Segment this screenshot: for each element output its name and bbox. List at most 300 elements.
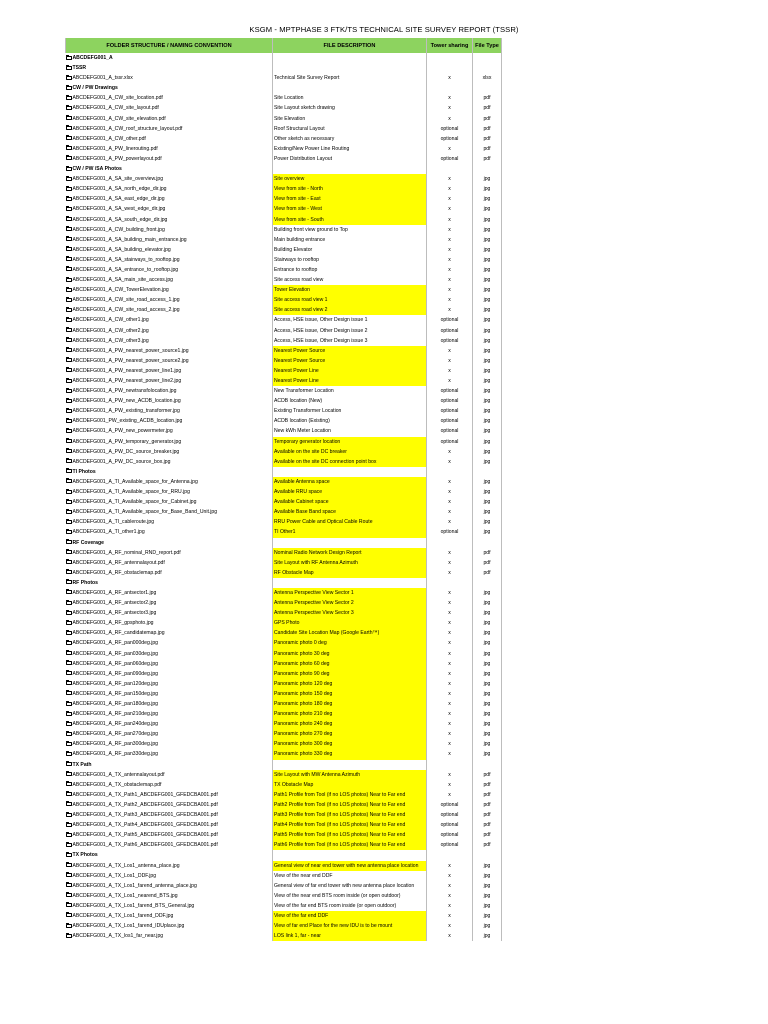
tower-sharing-cell: x bbox=[427, 921, 473, 931]
description-cell: Building front view ground to Top bbox=[273, 225, 427, 235]
tower-sharing-cell bbox=[427, 760, 473, 770]
tower-sharing-cell: optional bbox=[427, 315, 473, 325]
item-name: ABCDEFG001_A_PW_nearest_power_line1.jpg bbox=[72, 367, 182, 374]
tower-sharing-cell: x bbox=[427, 194, 473, 204]
item-name: ABCDEFG001_A_RF_pan000deg.jpg bbox=[72, 640, 159, 647]
folder-icon bbox=[66, 560, 72, 564]
item-name: ABCDEFG001_A_tssr.xlsx bbox=[72, 75, 133, 82]
tower-sharing-cell: x bbox=[427, 255, 473, 265]
file-row bbox=[66, 447, 502, 457]
item-name: ABCDEFG001_A_SA_north_edge_dir.jpg bbox=[72, 186, 167, 193]
file-type-cell: jpg bbox=[473, 406, 502, 416]
item-name: ABCDEFG001_A_RF_antsector3.jpg bbox=[72, 610, 157, 617]
item-name: TX Photos bbox=[72, 852, 98, 859]
file-type-cell: jpg bbox=[473, 235, 502, 245]
file-type-cell: pdf bbox=[473, 548, 502, 558]
name-cell bbox=[66, 356, 273, 366]
description-cell: Technical Site Survey Report bbox=[273, 73, 427, 83]
file-row bbox=[66, 780, 502, 790]
tower-sharing-cell: optional bbox=[427, 416, 473, 426]
file-type-cell: jpg bbox=[473, 749, 502, 759]
name-cell bbox=[66, 790, 273, 800]
description-cell: Nearest Power Line bbox=[273, 366, 427, 376]
file-type-cell: jpg bbox=[473, 618, 502, 628]
file-row bbox=[66, 507, 502, 517]
description-cell: Path3 Profile from Tool (if no LOS photos) Near to Far end bbox=[273, 810, 427, 820]
description-cell: Temporary generator location bbox=[273, 437, 427, 447]
folder-row bbox=[66, 53, 502, 63]
folder-icon bbox=[66, 237, 72, 241]
file-row bbox=[66, 931, 502, 941]
file-type-cell: jpg bbox=[473, 679, 502, 689]
file-row bbox=[66, 103, 502, 113]
name-cell bbox=[66, 326, 273, 336]
file-type-cell: pdf bbox=[473, 780, 502, 790]
tower-sharing-cell: x bbox=[427, 608, 473, 618]
folder-icon bbox=[66, 550, 72, 554]
folder-icon bbox=[66, 449, 72, 453]
name-cell bbox=[66, 285, 273, 295]
description-cell: View of the near end BTS room inside (or open outdoor) bbox=[273, 891, 427, 901]
name-cell bbox=[66, 578, 273, 588]
folder-icon bbox=[66, 641, 72, 645]
folder-icon bbox=[66, 903, 72, 907]
description-cell: Nominal Radio Network Design Report bbox=[273, 548, 427, 558]
item-name: ABCDEFG001_A_RF_antsector2.jpg bbox=[72, 600, 157, 607]
tower-sharing-cell: x bbox=[427, 497, 473, 507]
name-cell bbox=[66, 114, 273, 124]
item-name: ABCDEFG001_A_SA_building_main_entrance.jpg bbox=[72, 236, 187, 243]
name-cell bbox=[66, 780, 273, 790]
tower-sharing-cell: x bbox=[427, 790, 473, 800]
file-type-cell: pdf bbox=[473, 840, 502, 850]
folder-icon bbox=[66, 136, 72, 140]
folder-icon bbox=[66, 379, 72, 383]
tower-sharing-cell: optional bbox=[427, 406, 473, 416]
description-cell: LOS link 1, far - near bbox=[273, 931, 427, 941]
tower-sharing-cell: optional bbox=[427, 840, 473, 850]
name-cell bbox=[66, 800, 273, 810]
description-cell: ACDB location (Existing) bbox=[273, 416, 427, 426]
description-cell: Antenna Perspective View Sector 1 bbox=[273, 588, 427, 598]
file-row bbox=[66, 790, 502, 800]
description-cell: Available on the site DC connection point box bbox=[273, 457, 427, 467]
item-name: ABCDEFG001_A_CW_other.pdf bbox=[72, 135, 146, 142]
folder-icon bbox=[66, 843, 72, 847]
folder-icon bbox=[66, 76, 72, 80]
file-row bbox=[66, 204, 502, 214]
name-cell bbox=[66, 396, 273, 406]
item-name: ABCDEFG001_A_TI_Available_space_for_RRU.jpg bbox=[72, 489, 190, 496]
folder-icon bbox=[66, 924, 72, 928]
description-cell: Roof Structural Layout bbox=[273, 124, 427, 134]
tower-sharing-cell: x bbox=[427, 739, 473, 749]
name-cell bbox=[66, 548, 273, 558]
file-type-cell: jpg bbox=[473, 447, 502, 457]
name-cell bbox=[66, 598, 273, 608]
file-type-cell: jpg bbox=[473, 275, 502, 285]
description-cell: Path1 Profile from Tool (if no LOS photos) Near to Far end bbox=[273, 790, 427, 800]
file-row bbox=[66, 739, 502, 749]
item-name: ABCDEFG001_A_RF_pan240deg.jpg bbox=[72, 721, 159, 728]
file-row bbox=[66, 245, 502, 255]
file-type-cell: jpg bbox=[473, 426, 502, 436]
item-name: ABCDEFG001_A_TI_cableroute.jpg bbox=[72, 519, 155, 526]
description-cell: Site overview bbox=[273, 174, 427, 184]
file-row bbox=[66, 376, 502, 386]
tower-sharing-cell: x bbox=[427, 901, 473, 911]
header-file-type: File Type bbox=[473, 38, 502, 53]
description-cell: Path5 Profile from Tool (if no LOS photos) Near to Far end bbox=[273, 830, 427, 840]
description-cell: Site access road view 2 bbox=[273, 305, 427, 315]
file-row bbox=[66, 638, 502, 648]
file-row bbox=[66, 406, 502, 416]
tower-sharing-cell: x bbox=[427, 517, 473, 527]
file-type-cell: jpg bbox=[473, 326, 502, 336]
tower-sharing-cell: x bbox=[427, 356, 473, 366]
tower-sharing-cell: x bbox=[427, 245, 473, 255]
folder-icon bbox=[66, 621, 72, 625]
folder-icon bbox=[66, 510, 72, 514]
folder-icon bbox=[66, 661, 72, 665]
description-cell: Available Base Band space bbox=[273, 507, 427, 517]
file-type-cell: jpg bbox=[473, 689, 502, 699]
tower-sharing-cell: x bbox=[427, 487, 473, 497]
name-cell bbox=[66, 245, 273, 255]
folder-icon bbox=[66, 813, 72, 817]
file-type-cell: pdf bbox=[473, 790, 502, 800]
name-cell bbox=[66, 739, 273, 749]
tower-sharing-cell: optional bbox=[427, 810, 473, 820]
tower-sharing-cell bbox=[427, 467, 473, 477]
description-cell bbox=[273, 467, 427, 477]
description-cell: Panoramic photo 120 deg bbox=[273, 679, 427, 689]
description-cell: TX Obstacle Map bbox=[273, 780, 427, 790]
item-name: ABCDEFG001_A_PW_existing_transformer.jpg bbox=[72, 408, 180, 415]
file-row bbox=[66, 830, 502, 840]
description-cell: General view of far end tower with new antenna place location bbox=[273, 881, 427, 891]
folder-icon bbox=[66, 883, 72, 887]
item-name: ABCDEFG001_A_TX_obstaclemap.pdf bbox=[72, 781, 162, 788]
file-type-cell: pdf bbox=[473, 820, 502, 830]
tower-sharing-cell: x bbox=[427, 729, 473, 739]
file-type-cell: jpg bbox=[473, 356, 502, 366]
item-name: ABCDEFG001_A_TI_other1.jpg bbox=[72, 529, 145, 536]
item-name: ABCDEFG001_A_CW_other3.jpg bbox=[72, 337, 149, 344]
tower-sharing-cell bbox=[427, 578, 473, 588]
tower-sharing-cell: x bbox=[427, 770, 473, 780]
file-row bbox=[66, 881, 502, 891]
file-row bbox=[66, 588, 502, 598]
item-name: ABCDEFG001_A_TX_Path4_ABCDEFG001_GFEDCBA001.pdf bbox=[72, 822, 218, 829]
folder-icon bbox=[66, 782, 72, 786]
item-name: TI Photos bbox=[72, 468, 96, 475]
file-type-cell: jpg bbox=[473, 457, 502, 467]
description-cell: Access, HSE issue, Other Design issue 1 bbox=[273, 315, 427, 325]
folder-icon bbox=[66, 409, 72, 413]
name-cell bbox=[66, 487, 273, 497]
description-cell: Panoramic photo 150 deg bbox=[273, 689, 427, 699]
file-type-cell: jpg bbox=[473, 285, 502, 295]
file-type-cell: jpg bbox=[473, 659, 502, 669]
tower-sharing-cell: x bbox=[427, 204, 473, 214]
file-type-cell: pdf bbox=[473, 114, 502, 124]
tower-sharing-cell: x bbox=[427, 235, 473, 245]
file-row bbox=[66, 618, 502, 628]
file-type-cell: jpg bbox=[473, 295, 502, 305]
tower-sharing-cell: x bbox=[427, 638, 473, 648]
file-type-cell: jpg bbox=[473, 194, 502, 204]
folder-icon bbox=[66, 469, 72, 473]
file-type-cell: jpg bbox=[473, 366, 502, 376]
description-cell: Nearest Power Source bbox=[273, 346, 427, 356]
description-cell: Path6 Profile from Tool (if no LOS photos) Near to Far end bbox=[273, 840, 427, 850]
name-cell bbox=[66, 649, 273, 659]
tower-sharing-cell: x bbox=[427, 103, 473, 113]
description-cell: ACDB location (New) bbox=[273, 396, 427, 406]
name-cell bbox=[66, 457, 273, 467]
file-row bbox=[66, 416, 502, 426]
file-row bbox=[66, 315, 502, 325]
item-name: TX Path bbox=[72, 761, 92, 768]
tower-sharing-cell: optional bbox=[427, 386, 473, 396]
file-type-cell bbox=[473, 83, 502, 93]
file-row bbox=[66, 184, 502, 194]
tower-sharing-cell: x bbox=[427, 225, 473, 235]
tower-sharing-cell: optional bbox=[427, 426, 473, 436]
name-cell bbox=[66, 103, 273, 113]
folder-row bbox=[66, 63, 502, 73]
folder-row bbox=[66, 83, 502, 93]
item-name: ABCDEFG001_A_RF_obstaclemap.pdf bbox=[72, 569, 162, 576]
name-cell bbox=[66, 911, 273, 921]
folder-icon bbox=[66, 267, 72, 271]
name-cell bbox=[66, 346, 273, 356]
item-name: ABCDEFG001_A_TI_Available_space_for_Base_Band_Unit.jpg bbox=[72, 509, 218, 516]
folder-icon bbox=[66, 439, 72, 443]
file-row bbox=[66, 891, 502, 901]
folder-icon bbox=[66, 368, 72, 372]
folder-icon bbox=[66, 278, 72, 282]
name-cell bbox=[66, 881, 273, 891]
item-name: ABCDEFG001_A_CW_other1.jpg bbox=[72, 317, 149, 324]
tower-sharing-cell: optional bbox=[427, 336, 473, 346]
file-type-cell: jpg bbox=[473, 527, 502, 537]
file-row bbox=[66, 861, 502, 871]
folder-icon bbox=[66, 96, 72, 100]
name-cell bbox=[66, 618, 273, 628]
name-cell bbox=[66, 437, 273, 447]
file-row bbox=[66, 901, 502, 911]
folder-icon bbox=[66, 520, 72, 524]
tower-sharing-cell bbox=[427, 164, 473, 174]
folder-icon bbox=[66, 318, 72, 322]
item-name: ABCDEFG001_A_RF_antsector1.jpg bbox=[72, 589, 157, 596]
item-name: ABCDEFG001_A_CW_site_road_access_2.jpg bbox=[72, 307, 180, 314]
description-cell: Panoramic photo 180 deg bbox=[273, 699, 427, 709]
item-name: ABCDEFG001_A_CW_site_layout.pdf bbox=[72, 105, 159, 112]
description-cell: Available Cabinet space bbox=[273, 497, 427, 507]
file-type-cell: pdf bbox=[473, 558, 502, 568]
name-cell bbox=[66, 588, 273, 598]
name-cell bbox=[66, 628, 273, 638]
file-type-cell: jpg bbox=[473, 861, 502, 871]
folder-icon bbox=[66, 348, 72, 352]
tower-sharing-cell: x bbox=[427, 215, 473, 225]
tower-sharing-cell: optional bbox=[427, 800, 473, 810]
name-cell bbox=[66, 830, 273, 840]
description-cell: Panoramic photo 60 deg bbox=[273, 659, 427, 669]
file-type-cell: pdf bbox=[473, 144, 502, 154]
file-type-cell: jpg bbox=[473, 305, 502, 315]
folder-icon bbox=[66, 580, 72, 584]
name-cell bbox=[66, 386, 273, 396]
file-type-cell: jpg bbox=[473, 507, 502, 517]
description-cell bbox=[273, 760, 427, 770]
name-cell bbox=[66, 659, 273, 669]
item-name: CW / PW Drawings bbox=[72, 85, 118, 92]
file-row bbox=[66, 871, 502, 881]
file-row bbox=[66, 709, 502, 719]
report-title: KSGM - MPTPHASE 3 FTK/TS TECHNICAL SITE SURVEY REPORT (TSSR) bbox=[249, 25, 519, 34]
file-type-cell: jpg bbox=[473, 245, 502, 255]
folder-icon bbox=[66, 631, 72, 635]
name-cell bbox=[66, 921, 273, 931]
file-row bbox=[66, 911, 502, 921]
file-row bbox=[66, 154, 502, 164]
name-cell bbox=[66, 366, 273, 376]
description-cell bbox=[273, 63, 427, 73]
tower-sharing-cell: optional bbox=[427, 134, 473, 144]
item-name: ABCDEFG001_A_PW_nearest_power_line2.jpg bbox=[72, 378, 182, 384]
item-name: ABCDEFG001_A_TX_Path3_ABCDEFG001_GFEDCBA001.pdf bbox=[72, 812, 218, 819]
description-cell: TI Other1 bbox=[273, 527, 427, 537]
item-name: ABCDEFG001_A_CW_TowerElevation.jpg bbox=[72, 287, 169, 294]
description-cell: Available RRU space bbox=[273, 487, 427, 497]
file-type-cell bbox=[473, 63, 502, 73]
file-row bbox=[66, 326, 502, 336]
item-name: ABCDEFG001_A_CW_building_front.jpg bbox=[72, 226, 165, 233]
item-name: ABCDEFG001_A_TX_Path1_ABCDEFG001_GFEDCBA001.pdf bbox=[72, 791, 218, 798]
file-type-cell: jpg bbox=[473, 649, 502, 659]
file-type-cell: jpg bbox=[473, 931, 502, 941]
name-cell bbox=[66, 679, 273, 689]
description-cell: Available Antenna space bbox=[273, 477, 427, 487]
item-name: ABCDEFG001_A_SA_entrance_to_rooftop.jpg bbox=[72, 266, 179, 273]
folder-icon bbox=[66, 288, 72, 292]
description-cell: Site Layout with MW Antenna Azimuth bbox=[273, 770, 427, 780]
folder-icon bbox=[66, 217, 72, 221]
name-cell bbox=[66, 749, 273, 759]
tower-sharing-cell: optional bbox=[427, 437, 473, 447]
name-cell bbox=[66, 840, 273, 850]
item-name: ABCDEFG001_A_RF_antennalayout.pdf bbox=[72, 559, 165, 566]
file-row bbox=[66, 426, 502, 436]
folder-icon bbox=[66, 207, 72, 211]
name-cell bbox=[66, 638, 273, 648]
item-name: ABCDEFG001_A_PW_new_powermeter.jpg bbox=[72, 428, 173, 435]
name-cell bbox=[66, 144, 273, 154]
file-row bbox=[66, 235, 502, 245]
folder-icon bbox=[66, 913, 72, 917]
file-type-cell: jpg bbox=[473, 477, 502, 487]
folder-icon bbox=[66, 601, 72, 605]
file-type-cell: jpg bbox=[473, 215, 502, 225]
name-cell bbox=[66, 134, 273, 144]
file-row bbox=[66, 305, 502, 315]
name-cell bbox=[66, 901, 273, 911]
file-type-cell bbox=[473, 578, 502, 588]
folder-icon bbox=[66, 833, 72, 837]
description-cell: Existing Transformer Location bbox=[273, 406, 427, 416]
tower-sharing-cell: x bbox=[427, 689, 473, 699]
folder-icon bbox=[66, 257, 72, 261]
file-row bbox=[66, 437, 502, 447]
file-type-cell: jpg bbox=[473, 416, 502, 426]
tower-sharing-cell bbox=[427, 538, 473, 548]
file-type-cell: pdf bbox=[473, 830, 502, 840]
tower-sharing-cell: x bbox=[427, 709, 473, 719]
tower-sharing-cell: optional bbox=[427, 396, 473, 406]
name-cell bbox=[66, 83, 273, 93]
name-cell bbox=[66, 154, 273, 164]
tower-sharing-cell: x bbox=[427, 447, 473, 457]
item-name: ABCDEFG001_A bbox=[72, 55, 113, 61]
folder-icon bbox=[66, 429, 72, 433]
folder-icon bbox=[66, 419, 72, 423]
file-row bbox=[66, 215, 502, 225]
tower-sharing-cell bbox=[427, 850, 473, 860]
folder-icon bbox=[66, 691, 72, 695]
name-cell bbox=[66, 447, 273, 457]
file-row bbox=[66, 225, 502, 235]
file-type-cell: jpg bbox=[473, 628, 502, 638]
name-cell bbox=[66, 608, 273, 618]
description-cell: New Transformer Location bbox=[273, 386, 427, 396]
name-cell bbox=[66, 73, 273, 83]
folder-icon bbox=[66, 762, 72, 766]
description-cell bbox=[273, 538, 427, 548]
item-name: ABCDEFG001_A_CW_site_elevation.pdf bbox=[72, 115, 166, 122]
tower-sharing-cell: x bbox=[427, 598, 473, 608]
file-type-cell bbox=[473, 53, 502, 63]
folder-icon bbox=[66, 227, 72, 231]
file-type-cell: pdf bbox=[473, 93, 502, 103]
item-name: ABCDEFG001_A_TX_Path5_ABCDEFG001_GFEDCBA001.pdf bbox=[72, 832, 218, 839]
description-cell bbox=[273, 83, 427, 93]
item-name: ABCDEFG001_A_TX_Path2_ABCDEFG001_GFEDCBA001.pdf bbox=[72, 801, 218, 808]
item-name: ABCDEFG001_A_RF_pan090deg.jpg bbox=[72, 670, 159, 677]
file-type-cell bbox=[473, 850, 502, 860]
tower-sharing-cell: x bbox=[427, 628, 473, 638]
folder-icon bbox=[66, 106, 72, 110]
name-cell bbox=[66, 53, 273, 63]
file-row bbox=[66, 649, 502, 659]
description-cell: Nearest Power Source bbox=[273, 356, 427, 366]
file-type-cell: pdf bbox=[473, 810, 502, 820]
folder-icon bbox=[66, 590, 72, 594]
file-type-cell: jpg bbox=[473, 184, 502, 194]
tower-sharing-cell bbox=[427, 83, 473, 93]
name-cell bbox=[66, 497, 273, 507]
folder-row bbox=[66, 538, 502, 548]
name-cell bbox=[66, 709, 273, 719]
item-name: ABCDEFG001_A_TX_Los1_DDF.jpg bbox=[72, 872, 157, 879]
folder-icon bbox=[66, 399, 72, 403]
folder-icon bbox=[66, 500, 72, 504]
file-type-cell: jpg bbox=[473, 346, 502, 356]
tower-sharing-cell: x bbox=[427, 911, 473, 921]
